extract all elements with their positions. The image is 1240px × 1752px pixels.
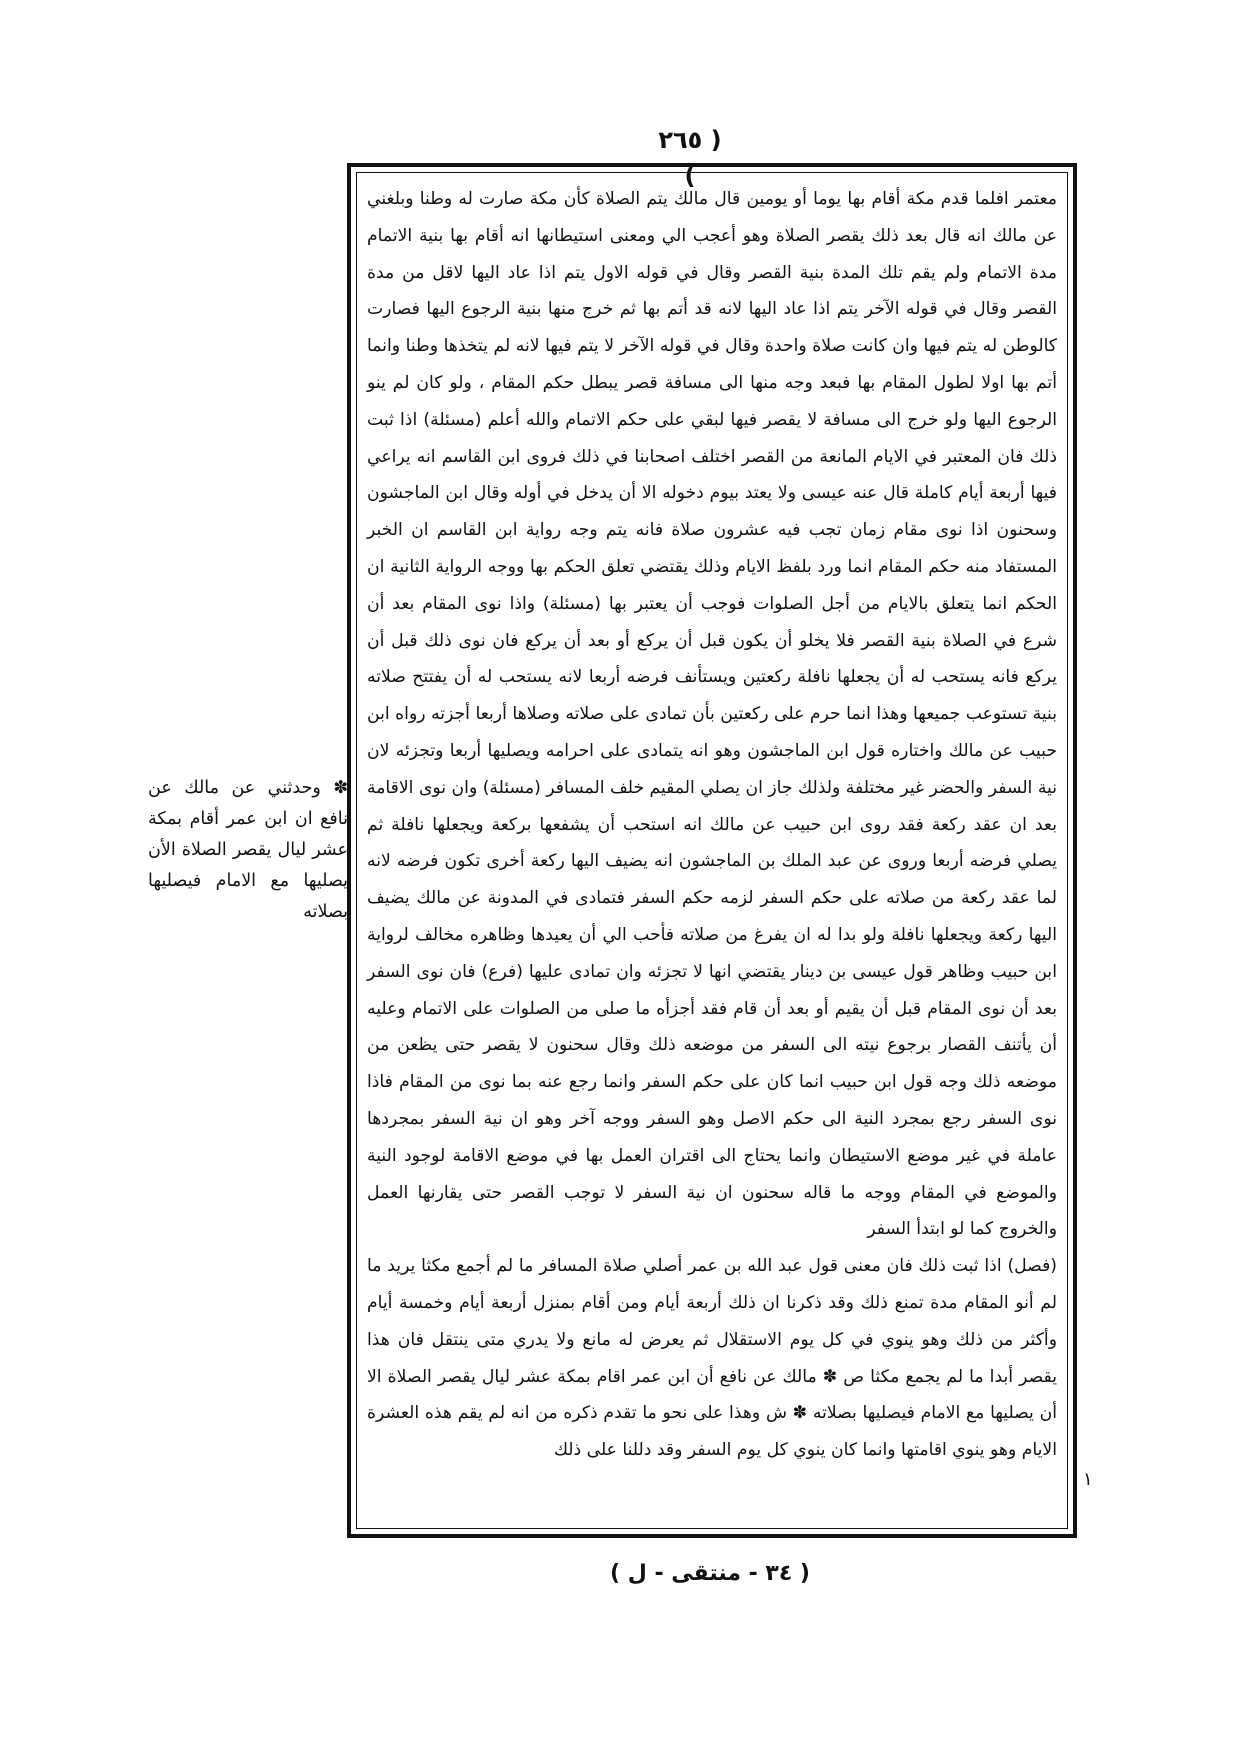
margin-note: ✽ وحدثني عن مالك عن نافع ان ابن عمر أقام بمكة عشر ليال يقصر الصلاة الأن يصليها مع الامام فيصليها بصلاته [148, 778, 348, 922]
footer-signature: ( ٣٤ - منتقى - ل ) [610, 1561, 810, 1586]
main-paragraph: معتمر افلما قدم مكة أقام بها يوما أو يومين قال مالك يتم الصلاة كأن مكة صارت له وطنا وبلغني عن مالك انه قال بعد ذلك يقصر الصلاة وهو أعجب الي ومعنى استيطانها انه أقام بها بنية الاتمام مدة الاتمام ولم يقم تلك المدة بنية القصر وقال في قوله الاول يتم اذا عاد اليها لاقل من مدة القصر وقال في قوله الآخر يتم اذا عاد اليها لانه قد أتم بها ثم خرج منها بنية الرجوع اليها فصارت كالوطن له يتم فيها وان كانت صلاة واحدة وقال في قوله الآخر لا يتم فيها لانه لم يتخذها وطنا وانما أتم بها اولا لطول المقام بها فبعد وجه منها الى مسافة قصر يبطل حكم المقام ، ولو كان لم ينو الرجوع اليها ولو خرج الى مسافة لا يقصر فيها لبقي على حكم الاتمام والله أعلم (مسئلة) اذا ثبت ذلك فان المعتبر في الايام المانعة من القصر اختلف اصحابنا في ذلك فروى ابن القاسم انه يراعي فيها أربعة أيام كاملة قال عنه عيسى ولا يعتد بيوم دخوله الا أن يدخل في أوله وقال ابن الماجشون وسحنون اذا نوى مقام زمان تجب فيه عشرون صلاة فانه يتم وجه رواية ابن القاسم ان الخبر المستفاد منه حكم المقام انما ورد بلفظ الايام وذلك يقتضي تعلق الحكم بها ووجه الرواية الثانية ان الحكم انما يتعلق بالايام من أجل الصلوات فوجب أن يعتبر بها (مسئلة) واذا نوى المقام بعد أن شرع في الصلاة بنية القصر فلا يخلو أن يكون قبل أن يركع أو بعد أن يركع فان نوى ذلك قبل أن يركع فانه يستحب له أن يجعلها نافلة ركعتين ويستأنف فرضه أربعا لانه يستحب له أن يفتتح صلاته بنية تستوعب جميعها وهذا انما حرم على ركعتين بأن تمادى على صلاته وصلاها أربعا أجزته رواه ابن حبيب عن مالك واختاره قول ابن الماجشون وهو انه يتمادى على احرامه ويصليها أربعا وتجزئه لان نية السفر والحضر غير مختلفة ولذلك جاز ان يصلي المقيم خلف المسافر (مسئلة) وان نوى الاقامة بعد ان عقد ركعة فقد روى ابن حبيب عن مالك انه استحب أن يشفعها بركعة ويجعلها نافلة ثم يصلي فرضه أربعا وروى عن عبد الملك بن الماجشون انه يضيف اليها ركعة أخرى تكون فرضه لانه لما عقد ركعة من صلاته على حكم السفر لزمه حكم السفر فتمادى في المدونة عن مالك يضيف اليها ركعة ويجعلها نافلة ولو بدا له ان يفرغ من صلاته فأحب الي أن يعيدها وظاهره مخالف لرواية ابن حبيب وظاهر قول عيسى بن دينار يقتضي انها لا تجزئه وان تمادى عليها (فرع) فان نوى السفر بعد أن نوى المقام قبل أن يقيم أو بعد أن قام فقد أجزأه ما صلى من الصلوات على الاتمام وعليه أن يأتنف القصار برجوع نيته الى السفر من موضعه ذلك وقال سحنون لا يقصر حتى يظعن من موضعه ذلك وجه قول ابن حبيب انما كان على حكم السفر وانما رجع عنه بما نوى من المقام فاذا نوى السفر رجع بمجرد النية الى حكم الاصل وهو السفر ووجه آخر وهو ان نية السفر بمجردها عاملة في غير موضع الاستيطان وانما يحتاج الى اقتران العمل بها في موضع الاقامة لوجود النية والموضع في المقام ووجه ما قاله سحنون ان نية السفر لا توجب القصر حتى يقارنها العمل والخروج كما لو ابتدأ السفر [367, 189, 1057, 1240]
main-text-block [367, 181, 1057, 1520]
main-paragraph: (فصل) اذا ثبت ذلك فان معنى قول عبد الله بن عمر أصلي صلاة المسافر ما لم أجمع مكثا يريد ما لم أنو المقام مدة تمنع ذلك وقد ذكرنا ان ذلك أربعة أيام ومن أقام بمنزل أربعة أيام وخمسة أيام وأكثر من ذلك وهو ينوي في كل يوم الاستقلال ثم يعرض له مانع ولا يدري متى ينتقل فان هذا يقصر أبدا ما لم يجمع مكثا ص ✽ مالك عن نافع أن ابن عمر اقام بمكة عشر ليال يقصر الصلاة الا أن يصليها مع الامام فيصليها بصلاته ✽ ش وهذا على نحو ما تقدم ذكره من انه لم يقم هذه العشرة الايام وهو ينوي اقامتها وانما كان ينوي كل يوم السفر وقد دللنا على ذلك [367, 1256, 1057, 1461]
page-number: ( ٢٦٥ ) [658, 126, 722, 190]
margin-mark: ١ [1083, 1469, 1093, 1490]
main-text-frame [347, 163, 1077, 1538]
